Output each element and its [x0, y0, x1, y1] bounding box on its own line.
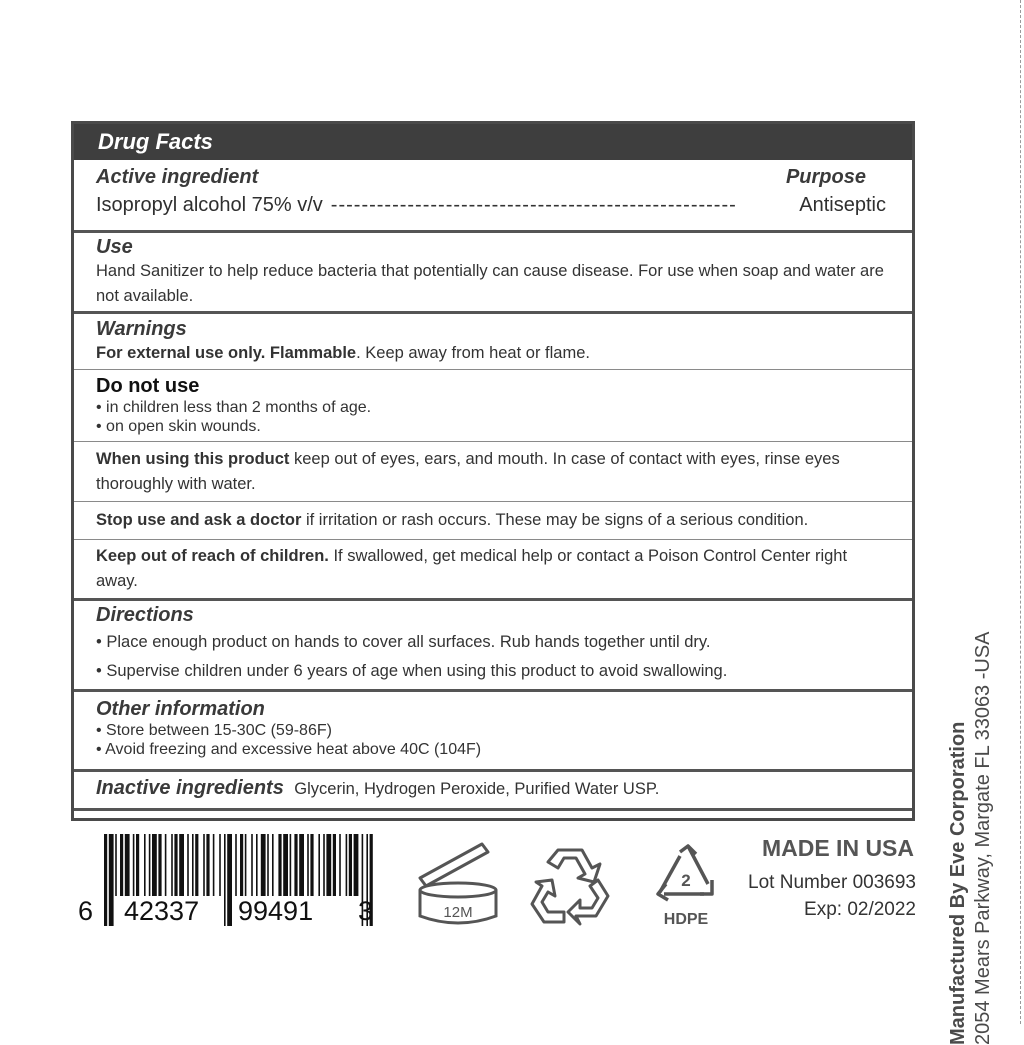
barcode-bar: [267, 834, 269, 896]
do-not-use-item: • in children less than 2 months of age.: [96, 399, 372, 416]
barcode-bar: [251, 834, 253, 896]
manufacturer-info: [946, 631, 996, 1045]
barcode-bar: [240, 834, 243, 896]
barcode-digits-left: 42337: [124, 896, 200, 926]
leader-dashes: -----------------------------------------------------: [330, 194, 737, 216]
barcode-bar: [104, 834, 107, 926]
inactive-heading: Inactive ingredients: [96, 777, 284, 799]
when-using-bold: When using this product: [96, 450, 290, 468]
barcode-digits-right: 99491: [238, 896, 314, 926]
barcode-bar: [120, 834, 123, 896]
when-using-text: keep out of eyes, ears, and mouth. In case of contact with eyes, rinse eyes thoroughly with water.: [96, 450, 840, 493]
expiration-date: Exp: 02/2022: [804, 899, 916, 920]
recycle-number: 2: [681, 871, 691, 890]
barcode-bar: [136, 834, 139, 896]
barcode-bar: [283, 834, 288, 896]
divider: [74, 441, 912, 442]
use-section: [74, 236, 912, 309]
warnings-heading: Warnings: [96, 318, 187, 340]
barcode-bar: [235, 834, 237, 896]
barcode-bar: [133, 834, 135, 896]
barcode-digit-first: 6: [78, 896, 94, 926]
barcode-bar: [144, 834, 146, 896]
active-ingredient-value: Isopropyl alcohol 75% v/v: [96, 194, 323, 216]
divider: [74, 501, 912, 502]
divider: [74, 539, 912, 540]
hdpe-recycling-code-icon: [650, 842, 722, 930]
divider: [74, 808, 912, 811]
divider: [74, 598, 912, 601]
keep-out-text: If swallowed, get medical help or contact a Poison Control Center right away.: [96, 547, 848, 590]
inactive-text: Glycerin, Hydrogen Peroxide, Purified Water USP.: [294, 780, 660, 798]
dashed-cut-line: [1020, 0, 1021, 1024]
barcode-bar: [174, 834, 177, 896]
active-ingredient-heading: Active ingredient: [96, 166, 259, 188]
directions-section: [74, 604, 912, 684]
barcode-bar: [187, 834, 189, 896]
barcode-bar: [171, 834, 173, 896]
barcode-bar: [310, 834, 313, 896]
barcode-bar: [213, 834, 215, 896]
other-info-item: • Store between 15-30C (59-86F): [96, 722, 332, 739]
barcode-bar: [227, 834, 232, 926]
barcode-bar: [203, 834, 205, 896]
warnings-rest: . Keep away from heat or flame.: [356, 344, 590, 362]
barcode-bar: [192, 834, 194, 896]
manufacturer-name: Manufactured By Eve Corporation: [947, 721, 969, 1045]
use-text: Hand Sanitizer to help reduce bacteria that potentially can cause disease. For use when soap and water are not available.: [96, 262, 884, 305]
barcode-bar: [158, 834, 161, 896]
barcode-bar: [354, 834, 359, 896]
barcode-bar: [318, 834, 320, 896]
warnings-text: [96, 341, 890, 366]
do-not-use-item: • on open skin wounds.: [96, 418, 261, 435]
divider: [74, 689, 912, 692]
barcode-bar: [149, 834, 151, 896]
barcode-bar: [326, 834, 331, 896]
directions-heading: Directions: [96, 604, 194, 626]
barcode-bar: [165, 834, 167, 896]
barcode-bar: [261, 834, 266, 896]
divider: [74, 369, 912, 370]
divider: [74, 311, 912, 314]
barcode-bar: [206, 834, 209, 896]
active-ingredient-section: [74, 166, 912, 219]
do-not-use-heading: Do not use: [96, 375, 200, 397]
stop-use-section: [74, 508, 912, 533]
barcode-bar: [294, 834, 297, 896]
barcode-bar: [299, 834, 304, 896]
barcode-bar: [333, 834, 336, 896]
barcode-bar: [290, 834, 292, 896]
barcode-bar: [256, 834, 258, 896]
other-info-heading: Other information: [96, 698, 265, 720]
barcode-bar: [195, 834, 198, 896]
barcode-bar: [272, 834, 274, 896]
drug-facts-title: Drug Facts: [74, 124, 912, 160]
keep-out-bold: Keep out of reach of children.: [96, 547, 329, 565]
purpose-value: Antiseptic: [799, 194, 886, 216]
divider: [74, 230, 912, 233]
manufacturer-address: 2054 Mears Parkway, Margate FL 33063 -USA: [972, 631, 994, 1045]
keep-out-section: [74, 544, 912, 594]
barcode-bar: [339, 834, 341, 896]
barcode-bar: [278, 834, 281, 896]
barcode-bar: [323, 834, 325, 896]
barcode-bar: [346, 834, 348, 896]
stop-use-text: if irritation or rash occurs. These may be signs of a serious condition.: [301, 511, 809, 529]
barcode-bar: [219, 834, 221, 896]
period-after-opening-icon: [414, 838, 510, 928]
barcode-bar: [349, 834, 352, 896]
barcode-bar: [307, 834, 309, 896]
drug-facts-panel: [71, 121, 915, 821]
barcode-bar: [245, 834, 247, 896]
recycle-icon: [528, 842, 612, 926]
purpose-heading: Purpose: [785, 166, 866, 188]
made-in-usa: MADE IN USA: [761, 835, 914, 861]
divider: [74, 769, 912, 772]
pao-label: 12M: [443, 904, 473, 921]
barcode-digit-last: 3: [358, 896, 374, 926]
barcode-bar: [179, 834, 184, 896]
warnings-bold: For external use only. Flammable: [96, 344, 357, 362]
inactive-section: [74, 777, 912, 802]
directions-item: • Place enough product on hands to cover all surfaces. Rub hands together until dry.: [96, 633, 711, 651]
directions-item: • Supervise children under 6 years of age when using this product to avoid swallowing.: [96, 662, 728, 680]
other-info-section: [74, 698, 912, 759]
stop-use-bold: Stop use and ask a doctor: [96, 511, 302, 529]
barcode-bars: [72, 834, 382, 930]
barcode-bar: [115, 834, 117, 896]
use-heading: Use: [96, 236, 133, 258]
do-not-use-section: [74, 374, 912, 436]
when-using-section: [74, 447, 912, 497]
lot-number: Lot Number 003693: [748, 872, 916, 893]
barcode: [72, 834, 382, 930]
barcode-bar: [152, 834, 157, 896]
barcode-bar: [125, 834, 130, 896]
warnings-section: [74, 318, 912, 366]
recycle-material: HDPE: [663, 911, 709, 928]
other-info-item: • Avoid freezing and excessive heat above 40C (104F): [96, 741, 482, 758]
barcode-bar: [109, 834, 114, 926]
barcode-bar: [224, 834, 226, 926]
